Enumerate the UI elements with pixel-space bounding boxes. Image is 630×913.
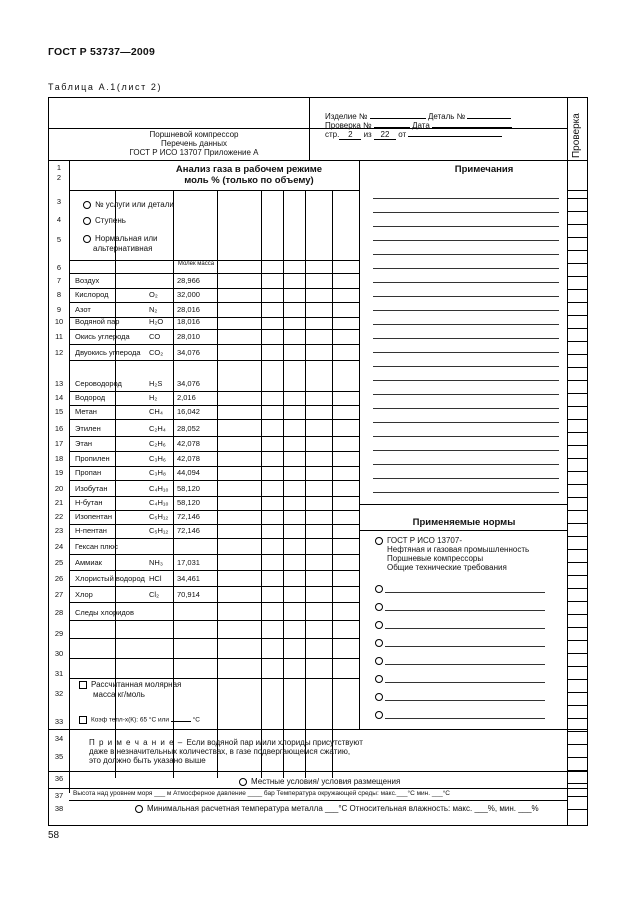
norm-iso-line2: Нефтяная и газовая промышленность bbox=[387, 545, 530, 554]
radio-icon[interactable] bbox=[83, 201, 91, 209]
row-number: 35 bbox=[54, 752, 64, 761]
gas-analysis-title: Анализ газа в рабочем режиме bbox=[175, 164, 323, 175]
row-number: 14 bbox=[54, 393, 64, 402]
row-number: 28 bbox=[54, 608, 64, 617]
page-value[interactable]: 2 bbox=[339, 130, 361, 140]
radio-icon[interactable] bbox=[375, 693, 383, 701]
coef-field[interactable] bbox=[79, 716, 200, 724]
radio-icon[interactable] bbox=[375, 675, 383, 683]
gas-molar-mass: 17,031 bbox=[177, 558, 200, 567]
title-line-2: Перечень данных bbox=[161, 139, 227, 148]
gas-name: Следы хлоридов bbox=[75, 608, 134, 617]
gas-name: Изобутан bbox=[75, 484, 108, 493]
gas-name: Водяной пар bbox=[75, 317, 120, 326]
radio-icon[interactable] bbox=[375, 621, 383, 629]
section-norms: Применяемые нормы bbox=[412, 517, 516, 528]
row-number: 34 bbox=[54, 734, 64, 743]
gas-molar-mass: 42,078 bbox=[177, 439, 200, 448]
gas-name: Хлористый водород bbox=[75, 574, 145, 583]
gas-molar-mass: 72,146 bbox=[177, 512, 200, 521]
radio-icon[interactable] bbox=[375, 657, 383, 665]
page-number: 58 bbox=[48, 830, 60, 841]
row-number: 16 bbox=[54, 424, 64, 433]
gas-formula: N₂ bbox=[149, 305, 158, 314]
gas-name: Двуокись углерода bbox=[75, 348, 141, 357]
row-number: 33 bbox=[54, 717, 64, 726]
radio-icon[interactable] bbox=[135, 805, 143, 813]
row-number: 32 bbox=[54, 689, 64, 698]
row-number: 37 bbox=[54, 791, 64, 800]
gas-formula: H₂O bbox=[149, 317, 164, 326]
of-value[interactable]: 22 bbox=[374, 130, 396, 140]
date-label: Дата bbox=[412, 121, 430, 130]
row-number: 2 bbox=[56, 173, 62, 182]
gas-name: Хлор bbox=[75, 590, 93, 599]
gas-formula: H₂ bbox=[149, 393, 158, 402]
radio-icon[interactable] bbox=[375, 711, 383, 719]
row-number: 27 bbox=[54, 590, 64, 599]
gas-molar-mass: 72,146 bbox=[177, 526, 200, 535]
gas-formula: C₂H₄ bbox=[149, 424, 166, 433]
from-label: от bbox=[398, 130, 407, 139]
row-number: 26 bbox=[54, 574, 64, 583]
radio-icon[interactable] bbox=[375, 537, 383, 545]
row-38[interactable] bbox=[135, 804, 539, 813]
row-number: 17 bbox=[54, 439, 64, 448]
checkbox-icon[interactable] bbox=[79, 681, 87, 689]
row-number: 5 bbox=[56, 235, 62, 244]
site-label: Местные условия/ условия размещения bbox=[251, 777, 401, 786]
note-prefix: П р и м е ч а н и е – bbox=[89, 738, 187, 747]
gas-name: Сероводород bbox=[75, 379, 122, 388]
option-stage[interactable] bbox=[83, 216, 126, 225]
form-frame bbox=[48, 97, 588, 826]
gas-name: Изопентан bbox=[75, 512, 112, 521]
gas-molar-mass: 58,120 bbox=[177, 484, 200, 493]
titleblock-left bbox=[89, 130, 299, 157]
title-line-1: Поршневой компрессор bbox=[149, 130, 239, 139]
detail-field[interactable] bbox=[467, 118, 511, 119]
titleblock-right bbox=[325, 112, 565, 140]
option-normal[interactable] bbox=[83, 234, 158, 243]
norm-iso-label: ГОСТ Р ИСО 13707- bbox=[387, 536, 462, 545]
gas-name: Пропилен bbox=[75, 454, 110, 463]
gas-name: Аммиак bbox=[75, 558, 102, 567]
title-line-3: ГОСТ Р ИСО 13707 Приложение А bbox=[129, 148, 259, 157]
gas-formula: CH₄ bbox=[149, 407, 163, 416]
row-number: 4 bbox=[56, 215, 62, 224]
calc-label: Рассчитанная молярная bbox=[91, 680, 182, 689]
gas-molar-mass: 58,120 bbox=[177, 498, 200, 507]
row-number: 8 bbox=[56, 290, 62, 299]
option-normal-label: Нормальная или bbox=[95, 234, 158, 243]
gas-formula: NH₃ bbox=[149, 558, 163, 567]
gas-name: Этилен bbox=[75, 424, 101, 433]
radio-icon[interactable] bbox=[83, 217, 91, 225]
gas-molar-mass: 28,966 bbox=[177, 276, 200, 285]
gas-name: Окись углерода bbox=[75, 332, 130, 341]
gas-analysis-subtitle: моль % (только по объему) bbox=[184, 175, 314, 186]
mol-mass-header: Молек масса bbox=[177, 261, 215, 267]
row-37-text: Высота над уровнем моря ___ м Атмосферное давление ____ бар Температура окружающей среды: макс.___°С мин. ___°С bbox=[73, 790, 451, 797]
gas-name: Пропан bbox=[75, 468, 102, 477]
row-number: 1 bbox=[56, 163, 62, 172]
option-stage-label: Ступень bbox=[95, 216, 126, 225]
row-number: 13 bbox=[54, 379, 64, 388]
site-conditions[interactable] bbox=[239, 777, 400, 786]
radio-icon[interactable] bbox=[83, 235, 91, 243]
norm-iso[interactable] bbox=[375, 536, 529, 572]
gas-molar-mass: 28,010 bbox=[177, 332, 200, 341]
gas-formula: C₅H₁₂ bbox=[149, 526, 169, 535]
gas-name: Водород bbox=[75, 393, 106, 402]
gas-name: Кислород bbox=[75, 290, 109, 299]
gas-formula: C₄H₁₀ bbox=[149, 484, 169, 493]
gas-molar-mass: 16,042 bbox=[177, 407, 200, 416]
gas-formula: O₂ bbox=[149, 290, 158, 299]
radio-icon[interactable] bbox=[239, 778, 247, 786]
row-number: 21 bbox=[54, 498, 64, 507]
radio-icon[interactable] bbox=[375, 639, 383, 647]
row-number: 15 bbox=[54, 407, 64, 416]
option-service[interactable] bbox=[83, 200, 174, 209]
coef-label: Коэф тепл-х(К): 65 °С или bbox=[91, 716, 170, 724]
row-number: 12 bbox=[54, 348, 64, 357]
row-number: 20 bbox=[54, 484, 64, 493]
gas-name: Н-бутан bbox=[75, 498, 103, 507]
from-field[interactable] bbox=[408, 136, 502, 137]
option-service-label: № услуги или детали bbox=[95, 200, 174, 209]
gas-formula: C₃H₈ bbox=[149, 468, 166, 477]
row-number: 31 bbox=[54, 669, 64, 678]
norm-iso-line3: Поршневые компрессоры bbox=[387, 554, 484, 563]
section-gas-analysis bbox=[149, 164, 349, 186]
gas-formula: C₂H₆ bbox=[149, 439, 166, 448]
row-number: 10 bbox=[54, 317, 64, 326]
date-field[interactable] bbox=[432, 127, 512, 128]
row-number: 25 bbox=[54, 558, 64, 567]
page-label: стр. bbox=[325, 130, 340, 139]
item-label: Изделие № bbox=[325, 112, 368, 121]
row-number: 30 bbox=[54, 649, 64, 658]
row-number: 29 bbox=[54, 629, 64, 638]
gas-molar-mass: 18,016 bbox=[177, 317, 200, 326]
gas-name: Воздух bbox=[75, 276, 100, 285]
section-notes: Примечания bbox=[454, 164, 514, 175]
row-number: 6 bbox=[56, 263, 62, 272]
gas-formula: C₃H₆ bbox=[149, 454, 166, 463]
row-number: 11 bbox=[55, 332, 63, 341]
gas-name: Этан bbox=[75, 439, 93, 448]
gas-molar-mass: 42,078 bbox=[177, 454, 200, 463]
row-number: 38 bbox=[54, 804, 64, 813]
gas-name: Азот bbox=[75, 305, 91, 314]
gas-molar-mass: 34,076 bbox=[177, 379, 200, 388]
row-38-text: Минимальная расчетная температура металла ___°С Относительная влажность: макс. ___%, мин. ___% bbox=[147, 804, 539, 813]
row-number: 9 bbox=[56, 305, 62, 314]
gas-formula: CO bbox=[149, 332, 161, 341]
gas-formula: H₂S bbox=[149, 379, 163, 388]
gas-formula: Cl₂ bbox=[149, 590, 159, 599]
row-number: 22 bbox=[54, 512, 64, 521]
radio-icon[interactable] bbox=[375, 585, 383, 593]
gas-molar-mass: 34,461 bbox=[177, 574, 200, 583]
gas-name: Гексан плюс bbox=[75, 542, 119, 551]
calc-molar[interactable] bbox=[79, 680, 181, 689]
verify-vertical-label: Проверка bbox=[571, 113, 582, 158]
row-number: 36 bbox=[54, 774, 64, 783]
radio-icon[interactable] bbox=[375, 603, 383, 611]
gas-name: Метан bbox=[75, 407, 97, 416]
row-number: 7 bbox=[56, 276, 62, 285]
gas-molar-mass: 70,914 bbox=[177, 590, 200, 599]
gas-formula: C₄H₁₀ bbox=[149, 498, 169, 507]
gas-formula: CO₂ bbox=[149, 348, 164, 357]
row-number: 19 bbox=[54, 468, 64, 477]
item-field[interactable] bbox=[370, 118, 426, 119]
gas-molar-mass: 2,016 bbox=[177, 393, 196, 402]
gas-name: Н-пентан bbox=[75, 526, 107, 535]
gas-molar-mass: 28,052 bbox=[177, 424, 200, 433]
row-number: 18 bbox=[54, 454, 64, 463]
gas-molar-mass: 44,094 bbox=[177, 468, 200, 477]
coef-blank[interactable] bbox=[171, 721, 191, 722]
gas-molar-mass: 28,016 bbox=[177, 305, 200, 314]
check-label: Проверка № bbox=[325, 121, 372, 130]
of-label: из bbox=[363, 130, 372, 139]
calc-label-line2: масса кг/моль bbox=[93, 690, 145, 699]
note-text-3: это должно быть указано выше bbox=[89, 756, 206, 765]
option-normal-line2: альтернативная bbox=[93, 244, 153, 253]
row-number: 23 bbox=[54, 526, 64, 535]
gas-formula: C₅H₁₂ bbox=[149, 512, 169, 521]
note-text: Если водяной пар и/или хлориды присутствуют bbox=[186, 738, 363, 747]
gas-molar-mass: 32,000 bbox=[177, 290, 200, 299]
document-header: ГОСТ Р 53737—2009 bbox=[48, 46, 156, 58]
check-field[interactable] bbox=[374, 127, 410, 128]
gas-molar-mass: 34,076 bbox=[177, 348, 200, 357]
gas-formula: HCl bbox=[149, 574, 162, 583]
checkbox-icon[interactable] bbox=[79, 716, 87, 724]
table-caption: Таблица А.1(лист 2) bbox=[48, 82, 163, 92]
detail-label: Деталь № bbox=[427, 112, 466, 121]
row-number: 3 bbox=[56, 197, 62, 206]
note-block bbox=[89, 738, 389, 765]
norm-iso-line4: Общие технические требования bbox=[387, 563, 507, 572]
coef-unit: °С bbox=[192, 716, 200, 724]
row-number: 24 bbox=[54, 542, 64, 551]
note-text-2: даже в незначительных количествах, в газе подвергающемся сжатию, bbox=[89, 747, 351, 756]
